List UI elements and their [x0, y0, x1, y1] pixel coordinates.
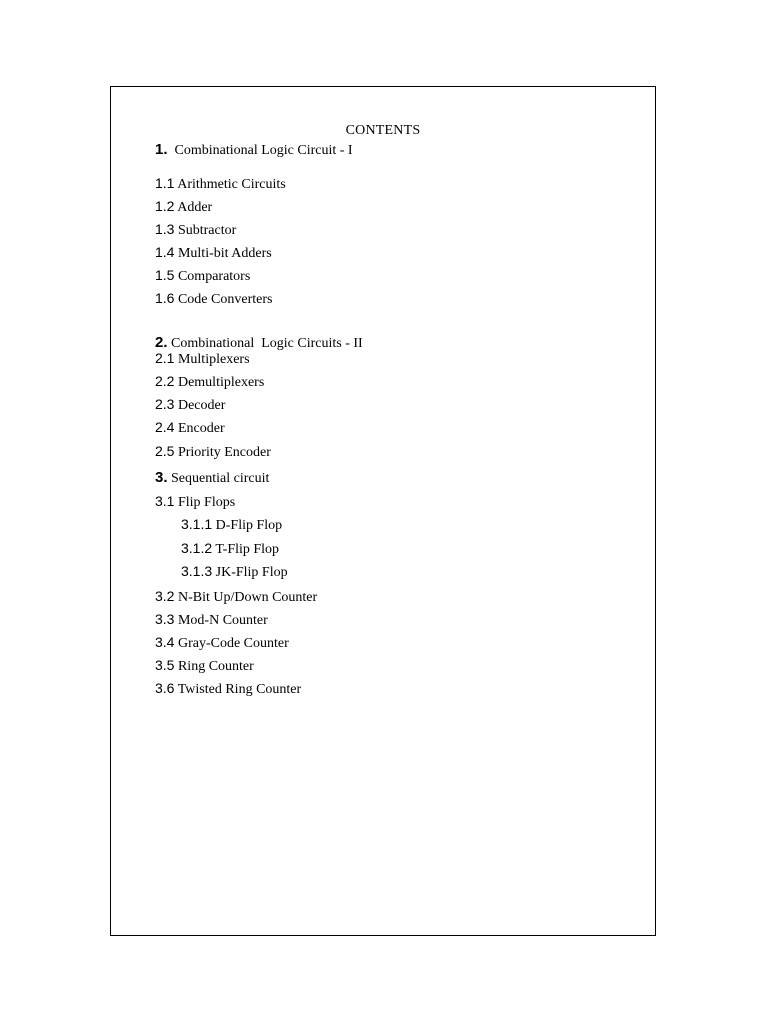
toc-entry — [155, 396, 225, 414]
entry-label: Multi-bit Adders — [177, 246, 272, 261]
toc-entry — [155, 175, 286, 193]
entry-number: 3.3 — [155, 611, 175, 627]
entry-label: Priority Encoder — [177, 445, 271, 460]
entry-number: 3.6 — [155, 680, 175, 696]
chapter-number: 3. — [155, 469, 168, 486]
entry-label: Twisted Ring Counter — [177, 682, 302, 697]
toc-entry — [155, 443, 271, 461]
toc-entry — [155, 221, 236, 239]
chapter-number: 2. — [155, 334, 168, 351]
toc-entry — [155, 611, 268, 629]
entry-label: N-Bit Up/Down Counter — [177, 590, 318, 605]
entry-label: Code Converters — [177, 292, 273, 307]
toc-entry — [155, 290, 272, 308]
toc-entry — [155, 198, 212, 216]
entry-label: Encoder — [177, 421, 225, 436]
entry-number: 2.1 — [155, 350, 175, 366]
entry-number: 1.5 — [155, 267, 175, 283]
toc-entry — [155, 350, 250, 368]
entry-number: 2.4 — [155, 419, 175, 435]
chapter-heading — [155, 141, 353, 159]
entry-label: Ring Counter — [177, 659, 254, 674]
entry-label: Arithmetic Circuits — [177, 177, 286, 192]
toc-entry — [155, 680, 301, 698]
toc-entry — [155, 267, 250, 285]
contents-title: CONTENTS — [345, 123, 421, 138]
entry-number: 3.2 — [155, 588, 175, 604]
entry-label: T-Flip Flop — [215, 542, 280, 557]
entry-number: 2.2 — [155, 373, 175, 389]
entry-number: 1.1 — [155, 175, 175, 191]
chapter-title: Sequential circuit — [171, 471, 270, 486]
chapter-title: Combinational Logic Circuits - II — [171, 336, 363, 351]
entry-number: 3.1 — [155, 493, 175, 509]
entry-number: 3.4 — [155, 634, 175, 650]
toc-subentry — [181, 563, 288, 581]
entry-label: JK-Flip Flop — [215, 565, 288, 580]
entry-label: Decoder — [177, 398, 226, 413]
entry-number: 3.1.3 — [181, 563, 213, 579]
chapter-heading — [155, 469, 269, 487]
entry-label: Adder — [177, 200, 213, 215]
entry-label: Subtractor — [177, 223, 237, 238]
entry-number: 3.1.2 — [181, 540, 213, 556]
toc-subentry — [181, 516, 282, 534]
entry-number: 3.1.1 — [181, 516, 213, 532]
entry-label: Gray-Code Counter — [177, 636, 289, 651]
entry-number: 3.5 — [155, 657, 175, 673]
toc-entry — [155, 493, 235, 511]
entry-number: 1.3 — [155, 221, 175, 237]
toc-entry — [155, 657, 254, 675]
toc-entry — [155, 588, 317, 606]
entry-number: 2.5 — [155, 443, 175, 459]
chapter-title: Combinational Logic Circuit - I — [174, 143, 353, 158]
toc-entry — [155, 373, 264, 391]
entry-label: Flip Flops — [177, 495, 236, 510]
entry-label: Demultiplexers — [177, 375, 265, 390]
entry-number: 2.3 — [155, 396, 175, 412]
toc-entry — [155, 419, 225, 437]
toc-entry — [155, 634, 289, 652]
entry-label: D-Flip Flop — [215, 518, 283, 533]
entry-number: 1.2 — [155, 198, 175, 214]
entry-number: 1.6 — [155, 290, 175, 306]
chapter-number: 1. — [155, 141, 168, 158]
toc-entry — [155, 244, 272, 262]
toc-subentry — [181, 540, 279, 558]
entry-label: Mod-N Counter — [177, 613, 268, 628]
entry-number: 1.4 — [155, 244, 175, 260]
document-page — [110, 86, 656, 936]
entry-label: Multiplexers — [177, 352, 250, 367]
entry-label: Comparators — [177, 269, 251, 284]
